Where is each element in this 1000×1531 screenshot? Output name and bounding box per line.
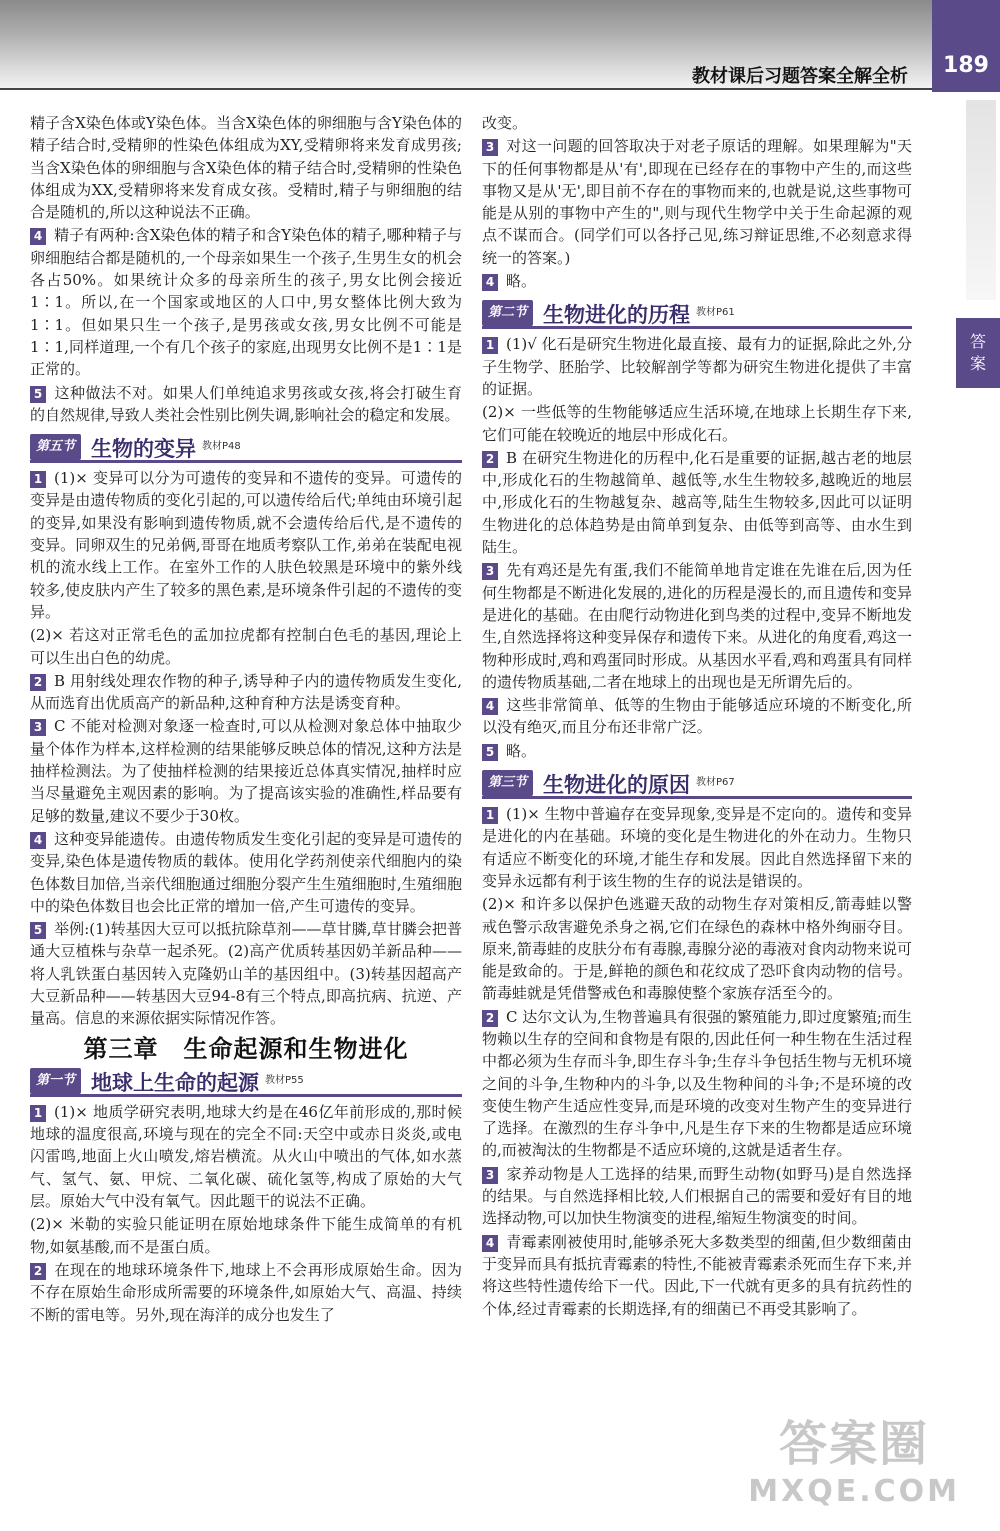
answer-paragraph	[482, 1163, 912, 1230]
section-heading	[482, 768, 912, 799]
section-heading	[30, 1066, 462, 1097]
answer-paragraph	[482, 112, 912, 134]
page-number-box	[932, 0, 1000, 92]
section-badge: 第二节	[482, 300, 533, 326]
answer-text: 对这一问题的回答取决于对老子原话的理解。如果理解为"天下的任何事物都是从'有',即现在已经存在的事物中产生的,而这些事物又是从'无',即目前不存在的事物而来的,也就是说,这些事物可能是从别的事物中产生的",则与现代生物学中关于生命起源的观点不谋而合。(同学们可以各抒己见,练习辩证思维,不必刻意求得统一的答案。)	[482, 137, 912, 267]
answer-text: (1)√ 化石是研究生物进化最直接、最有力的证据,除此之外,分子生物学、胚胎学、比较解剖学等都为研究生物进化提供了丰富的证据。	[482, 335, 912, 398]
answer-text: C 不能对检测对象逐一检查时,可以从检测对象总体中抽取少量个体作为样本,这样检测的结果能够反映总体的情况,这种方法是抽样检测法。为了使抽样检测的结果接近总体真实情况,抽样时应当尽量避免主观因素的影响。为了提高该实验的准确性,样品要有足够的数量,建议不要少于30枚。	[30, 717, 462, 825]
section-title: 地球上生命的起源	[91, 1070, 260, 1095]
answer-text: (2)× 若这对正常毛色的孟加拉虎都有控制白色毛的基因,理论上可以生出白色的幼虎。	[30, 626, 462, 667]
answer-paragraph	[30, 1259, 462, 1326]
answer-text: (1)× 地质学研究表明,地球大约是在46亿年前形成的,那时候地球的温度很高,环境与现在的完全不同:天空中或赤日炎炎,或电闪雷鸣,地面上火山喷发,熔岩横流。从火山中喷出的气体,如水蒸气、氢气、氨、甲烷、二氧化碳、硫化氢等,构成了原始的大气层。原始大气中没有氧气。因此题干的说法不正确。	[30, 1102, 462, 1211]
answer-text: (2)× 一些低等的生物能够适应生活环境,在地球上长期生存下来,它们可能在较晚近的地层中形成化石。	[482, 403, 912, 444]
answer-paragraph	[30, 112, 462, 223]
answer-text: 在现在的地球环境条件下,地球上不会再形成原始生命。因为不存在原始生命形成所需要的环境条件,如原始大气、高温、持续不断的雷电等。另外,现在海洋的成分也发生了	[30, 1260, 462, 1324]
answer-text: 先有鸡还是先有蛋,我们不能简单地肯定谁在先谁在后,因为任何生物都是不断进化发展的,进化的历程是漫长的,而且遗传和变异是进化的基础。在由爬行动物进化到鸟类的过程中,变异不断地发生,自然选择将这种变异保存和遗传下来。从进化的角度看,鸡这一物种形成时,鸡和鸡蛋同时形成。从基因水平看,鸡和鸡蛋具有同样的遗传物质基础,二者在地球上的出现也是无所谓先后的。	[482, 561, 912, 691]
answer-paragraph	[482, 559, 912, 693]
watermark	[748, 1405, 960, 1509]
question-number-badge: 1	[30, 1105, 46, 1122]
question-number-badge: 4	[482, 1235, 498, 1252]
header-title: 教材课后习题答案全解全析	[692, 66, 908, 87]
question-number-badge: 5	[30, 922, 46, 939]
answer-text: 这种做法不对。如果人们单纯追求男孩或女孩,将会打破生育的自然规律,导致人类社会性别比例失调,影响社会的稳定和发展。	[30, 383, 462, 424]
side-decoration	[966, 100, 996, 300]
question-number-badge: 3	[482, 563, 498, 580]
answer-paragraph	[482, 740, 912, 762]
answer-paragraph	[482, 1006, 912, 1162]
question-number-badge: 1	[482, 807, 498, 824]
question-number-badge: 2	[482, 1010, 498, 1027]
side-tab-char-1: 答	[969, 332, 986, 351]
left-column	[30, 112, 462, 1327]
answer-paragraph	[30, 715, 462, 826]
answer-paragraph	[482, 803, 912, 892]
question-number-badge: 5	[30, 386, 46, 403]
answer-text: 精子有两种:含X染色体的精子和含Y染色体的精子,哪种精子与卵细胞结合都是随机的,一个母亲如果生一个孩子,生男生女的机会各占50%。如果统计众多的母亲所生的孩子,男女比例会接近1∶1。所以,在一个国家或地区的人口中,男女整体比例大致为1∶1。但如果只生一个孩子,是男孩或女孩,男女比例不可能是1∶1,同样道理,一个有几个孩子的家庭,出现男女比例不是1∶1是正常的。	[30, 226, 462, 379]
question-number-badge: 2	[30, 674, 46, 691]
answer-text: C 达尔文认为,生物普遍具有很强的繁殖能力,即过度繁殖;而生物赖以生存的空间和食物是有限的,因此任何一种生物在生活过程中都必须为生存而斗争,即生存斗争;生存斗争包括生物与无机环境之间的斗争,生物种内的斗争,以及生物种间的斗争;不是环境的改变使生物产生适应性变异,而是环境的改变对生物产生的变异进行了选择。在激烈的生存斗争中,凡是生存下来的生物都是适应环境的,而被淘汰的生物都是不适应环境的,这就是适者生存。	[482, 1007, 912, 1160]
answer-paragraph	[30, 224, 462, 380]
answer-text: B 用射线处理农作物的种子,诱导种子内的遗传物质发生变化,从而选育出优质高产的新品种,这种育种方法是诱变育种。	[30, 671, 462, 713]
page-number: 189	[943, 53, 989, 78]
answer-paragraph	[30, 828, 462, 917]
answer-paragraph	[482, 333, 912, 400]
answer-paragraph	[482, 135, 912, 269]
section-ref: 教材P67	[696, 776, 735, 788]
answer-text: (1)× 变异可以分为可遗传的变异和不遗传的变异。可遗传的变异是由遗传物质的变化引起的,可以遗传给后代;单纯由环境引起的变异,如果没有影响到遗传物质,就不会遗传给后代,是不遗传的变异。同卵双生的兄弟俩,哥哥在地质考察队工作,弟弟在装配电视机的流水线上工作。在室外工作的人肤色较黑是环境中的紫外线较多,使皮肤内产生了较多的黑色素,是环境条件引起的不遗传的变异。	[30, 469, 462, 621]
answer-paragraph	[30, 670, 462, 715]
answer-paragraph	[30, 624, 462, 669]
answer-paragraph	[30, 1213, 462, 1258]
answer-text: 这些非常简单、低等的生物由于能够适应环境的不断变化,所以没有绝灭,而且分布还非常广泛。	[482, 696, 912, 737]
section-title: 生物进化的历程	[543, 303, 691, 328]
section-badge: 第一节	[30, 1068, 81, 1094]
section-title: 生物的变异	[91, 436, 197, 461]
question-number-badge: 2	[30, 1263, 46, 1280]
question-number-badge: 4	[482, 274, 498, 291]
section-ref: 教材P61	[696, 307, 735, 319]
section-heading	[30, 432, 462, 463]
answer-text: 这种变异能遗传。由遗传物质发生变化引起的变异是可遗传的变异,染色体是遗传物质的载体。使用化学药剂使亲代细胞内的染色体数目加倍,当亲代细胞通过细胞分裂产生生殖细胞时,生殖细胞中的染色体数目也会比正常的增加一倍,产生可遗传的变异。	[30, 829, 462, 915]
answer-paragraph	[30, 918, 462, 1029]
answer-text: (1)× 生物中普遍存在变异现象,变异是不定向的。遗传和变异是进化的内在基础。环境的变化是生物进化的外在动力。生物只有适应不断变化的环境,才能生存和发展。因此自然选择留下来的变异永远都有利于该生物的生存的说法是错误的。	[482, 805, 912, 890]
question-number-badge: 3	[482, 139, 498, 156]
answer-paragraph	[482, 447, 912, 558]
question-number-badge: 1	[30, 471, 46, 488]
answer-paragraph	[482, 893, 912, 1004]
question-number-badge: 2	[482, 451, 498, 468]
question-number-badge: 4	[30, 832, 46, 849]
answer-text: 举例:(1)转基因大豆可以抵抗除草剂——草甘膦,草甘膦会把普通大豆植株与杂草一起杀死。(2)高产优质转基因奶羊新品种——将人乳铁蛋白基因转入克隆奶山羊的基因组中。(3)转基因超高产大豆新品种——转基因大豆94-8有三个特点,即高抗病、抗逆、产量高。信息的来源依据实际情况作答。	[30, 920, 462, 1028]
answer-text: 略。	[506, 741, 537, 760]
chapter-title: 第三章 生命起源和生物进化	[83, 1034, 409, 1063]
answer-text: B 在研究生物进化的历程中,化石是重要的证据,越古老的地层中,形成化石的生物越简单、越低等,水生生物较多,越晚近的地层中,形成化石的生物越复杂、越高等,陆生生物较多,因此可以证明生物进化的总体趋势是由简单到复杂、由低等到高等、由水生到陆生。	[482, 448, 912, 557]
question-number-badge: 4	[482, 698, 498, 715]
answer-text: (2)× 米勒的实验只能证明在原始地球条件下能生成简单的有机物,如氨基酸,而不是蛋白质。	[30, 1215, 462, 1256]
answer-text: 略。	[506, 272, 537, 291]
right-column	[482, 112, 912, 1321]
question-number-badge: 3	[30, 719, 46, 736]
question-number-badge: 1	[482, 337, 498, 354]
section-ref: 教材P55	[265, 1074, 304, 1086]
answer-text: 青霉素刚被使用时,能够杀死大多数类型的细菌,但少数细菌由于变异而具有抵抗青霉素的特性,不能被青霉素杀死而生存下来,并将这些特性遗传给下一代。因此,下一代就有更多的具有抗药性的个体,经过青霉素的长期选择,有的细菌已不再受其影响了。	[482, 1232, 912, 1318]
side-tab	[956, 318, 1000, 388]
answer-paragraph	[30, 382, 462, 427]
question-number-badge: 3	[482, 1167, 498, 1184]
question-number-badge: 5	[482, 744, 498, 761]
answer-text: 改变。	[482, 114, 528, 132]
section-ref: 教材P48	[202, 440, 241, 452]
question-number-badge: 4	[30, 228, 46, 245]
answer-text: (2)× 和许多以保护色逃避天敌的动物生存对策相反,箭毒蛙以警戒色警示敌害避免杀身之祸,它们在绿色的森林中格外绚丽夺目。原来,箭毒蛙的皮肤分布有毒腺,毒腺分泌的毒液对食肉动物来说可能是致命的。于是,鲜艳的颜色和花纹成了恐吓食肉动物的信号。箭毒蛙就是凭借警戒色和毒腺使整个家族存活至今的。	[482, 895, 912, 1003]
watermark-url: MXQE.COM	[748, 1474, 960, 1509]
answer-text: 家养动物是人工选择的结果,而野生动物(如野马)是自然选择的结果。与自然选择相比较,人们根据自己的需要和爱好有目的地选择动物,可以加快生物演变的进程,缩短生物演变的时间。	[482, 1164, 912, 1228]
section-title: 生物进化的原因	[543, 772, 691, 797]
section-badge: 第五节	[30, 434, 81, 460]
section-badge: 第三节	[482, 770, 533, 796]
answer-paragraph	[482, 1231, 912, 1320]
answer-paragraph	[482, 694, 912, 739]
section-heading	[482, 298, 912, 329]
answer-paragraph	[482, 401, 912, 446]
answer-paragraph	[30, 1101, 462, 1212]
answer-text: 精子含X染色体或Y染色体。当含X染色体的卵细胞与含Y染色体的精子结合时,受精卵的性染色体组成为XY,受精卵将来发育成男孩;当含X染色体的卵细胞与含X染色体的精子结合时,受精卵的性染色体组成为XX,受精卵将来发育成女孩。受精时,精子与卵细胞的结合是随机的,所以这种说法不正确。	[30, 114, 462, 222]
answer-paragraph	[482, 270, 912, 292]
answer-paragraph	[30, 467, 462, 623]
side-tab-char-2: 案	[969, 354, 986, 373]
watermark-logo: 答案圈	[779, 1416, 930, 1472]
